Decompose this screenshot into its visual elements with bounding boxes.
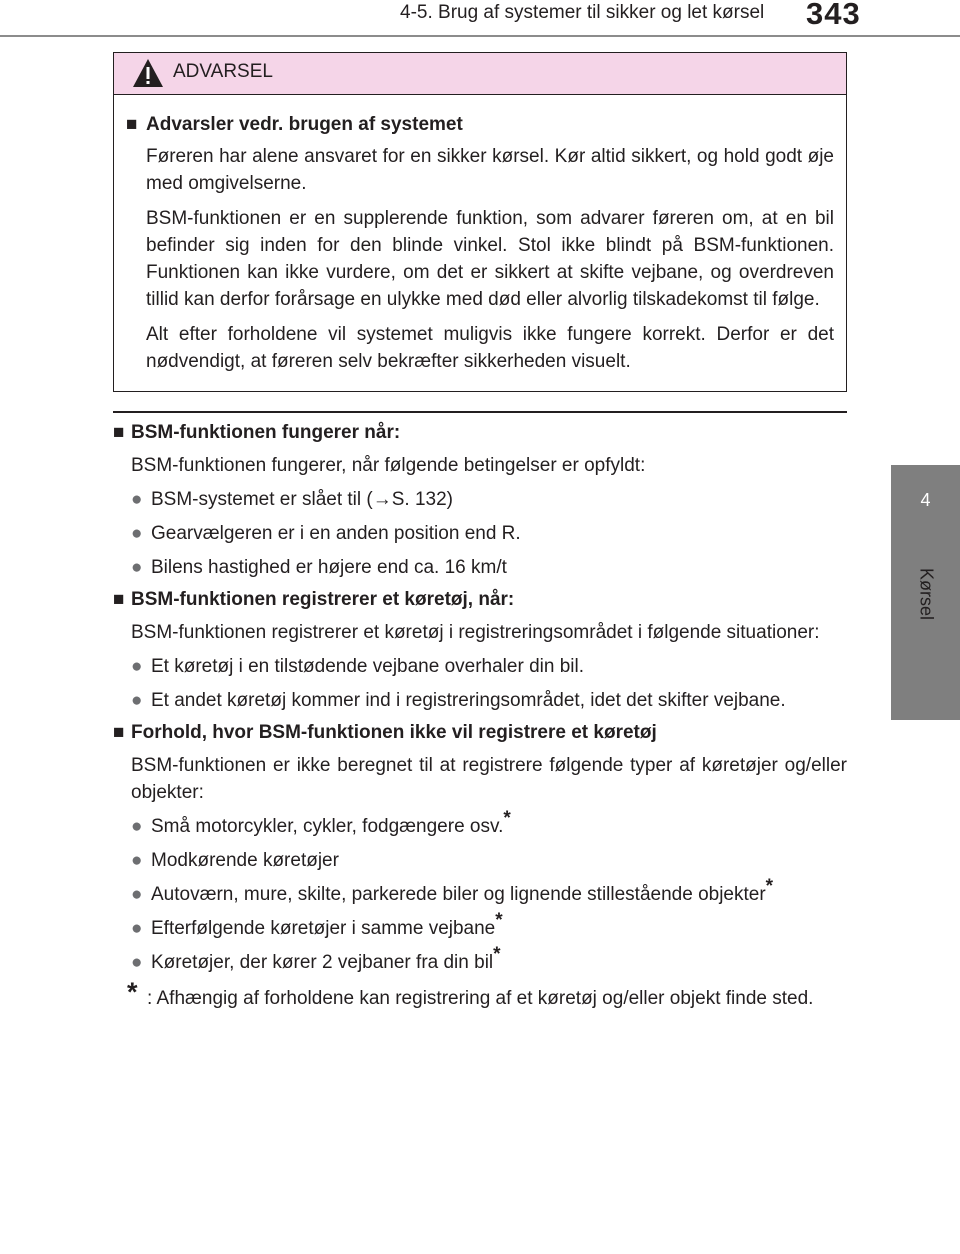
warning-heading-text: Advarsler vedr. brugen af systemet <box>146 114 463 135</box>
dot-bullet-icon: ● <box>131 656 143 677</box>
section-heading <box>113 418 847 448</box>
warning-paragraph: Alt efter forholdene vil systemet muligvis ikke fungere korrekt. Derfor er det nødvendigt, at føreren selv bekræfter sikkerheden visuelt. <box>146 324 834 372</box>
section-heading-text: Forhold, hvor BSM-funktionen ikke vil registrere et køretøj <box>131 722 657 743</box>
dot-bullet-icon: ● <box>131 850 143 871</box>
list-item-text: Bilens hastighed er højere end ca. 16 km/t <box>151 557 507 578</box>
section-divider <box>113 411 847 413</box>
chapter-label: Kørsel <box>916 567 937 621</box>
list-item <box>131 486 847 513</box>
asterisk-marker: * <box>495 910 503 931</box>
square-bullet-icon: ■ <box>113 722 125 743</box>
main-content <box>113 418 847 1012</box>
dot-bullet-icon: ● <box>131 816 143 837</box>
footnote-marker: * <box>127 977 138 1007</box>
square-bullet-icon: ■ <box>113 422 125 443</box>
warning-body <box>126 111 834 375</box>
warning-box <box>113 52 847 392</box>
section-intro: BSM-funktionen fungerer, når følgende betingelser er opfyldt: <box>131 455 646 476</box>
list-item-text: Gearvælgeren er i en anden position end R. <box>151 523 521 544</box>
list-item-text: Modkørende køretøjer <box>151 850 339 871</box>
list-item-text: Et køretøj i en tilstødende vejbane overhaler din bil. <box>151 656 584 677</box>
dot-bullet-icon: ● <box>131 918 143 939</box>
dot-bullet-icon: ● <box>131 557 143 578</box>
header-divider <box>0 35 960 37</box>
warning-paragraph: BSM-funktionen er en supplerende funktion, som advarer føreren om, at en bil befinder sig inden for den blinde vinkel. Stol ikke blindt på BSM-funktionen. Funktionen kan ikke vurdere, om det er sikkert at skifte vejbane, og overdreven tillid kan derfor forårsage en ulykke med død eller alvorlig tilskadekomst til følge. <box>146 208 834 310</box>
dot-bullet-icon: ● <box>131 884 143 905</box>
footnote <box>127 977 847 1012</box>
list-item-text: Et andet køretøj kommer ind i registreringsområdet, idet det skifter vejbane. <box>151 690 786 711</box>
warning-header <box>114 53 846 95</box>
list-item <box>131 653 847 680</box>
list-item <box>131 876 847 908</box>
list-item <box>131 554 847 581</box>
list-item-text: BSM-systemet er slået til (→S. 132) <box>151 489 453 510</box>
asterisk-marker: * <box>765 876 774 897</box>
list-item <box>131 910 847 942</box>
asterisk-marker: * <box>493 944 501 965</box>
square-bullet-icon: ■ <box>113 589 125 610</box>
list-item <box>131 520 847 547</box>
section-intro: BSM-funktionen registrerer et køretøj i registreringsområdet i følgende situationer: <box>131 622 820 643</box>
warning-label: ADVARSEL <box>173 61 273 82</box>
chapter-label-box <box>898 548 954 640</box>
warning-paragraph: Føreren har alene ansvaret for en sikker kørsel. Kør altid sikkert, og hold godt øje med omgivelserne. <box>146 146 834 194</box>
asterisk-marker: * <box>503 808 511 829</box>
list-item-text: Efterfølgende køretøjer i samme vejbane <box>151 918 496 939</box>
list-item <box>131 808 847 840</box>
footnote-text: : Afhængig af forholdene kan registrering af et køretøj og/eller objekt finde sted. <box>147 988 814 1009</box>
square-bullet-icon: ■ <box>126 114 138 135</box>
dot-bullet-icon: ● <box>131 690 143 711</box>
list-item-text: Autoværn, mure, skilte, parkerede biler og lignende stillestående objekter <box>151 884 766 905</box>
dot-bullet-icon: ● <box>131 952 143 973</box>
section-heading-text: BSM-funktionen registrerer et køretøj, når: <box>131 589 515 610</box>
list-item <box>131 944 847 976</box>
list-item <box>131 687 847 714</box>
dot-bullet-icon: ● <box>131 523 143 544</box>
list-item-text: Køretøjer, der kører 2 vejbaner fra din bil <box>151 952 494 973</box>
section-intro: BSM-funktionen er ikke beregnet til at registrere følgende typer af køretøjer og/eller objekter: <box>131 755 847 803</box>
section-heading <box>113 585 847 615</box>
section-heading <box>113 718 847 748</box>
section-title: 4-5. Brug af systemer til sikker og let kørsel <box>400 2 765 23</box>
list-item-text: Små motorcykler, cykler, fodgængere osv. <box>151 816 504 837</box>
warning-heading <box>126 111 834 139</box>
chapter-number: 4 <box>920 490 931 510</box>
dot-bullet-icon: ● <box>131 489 143 510</box>
section-heading-text: BSM-funktionen fungerer når: <box>131 422 401 443</box>
list-item <box>131 847 847 874</box>
warning-triangle-icon <box>132 58 164 88</box>
page-number: 343 <box>806 0 861 31</box>
